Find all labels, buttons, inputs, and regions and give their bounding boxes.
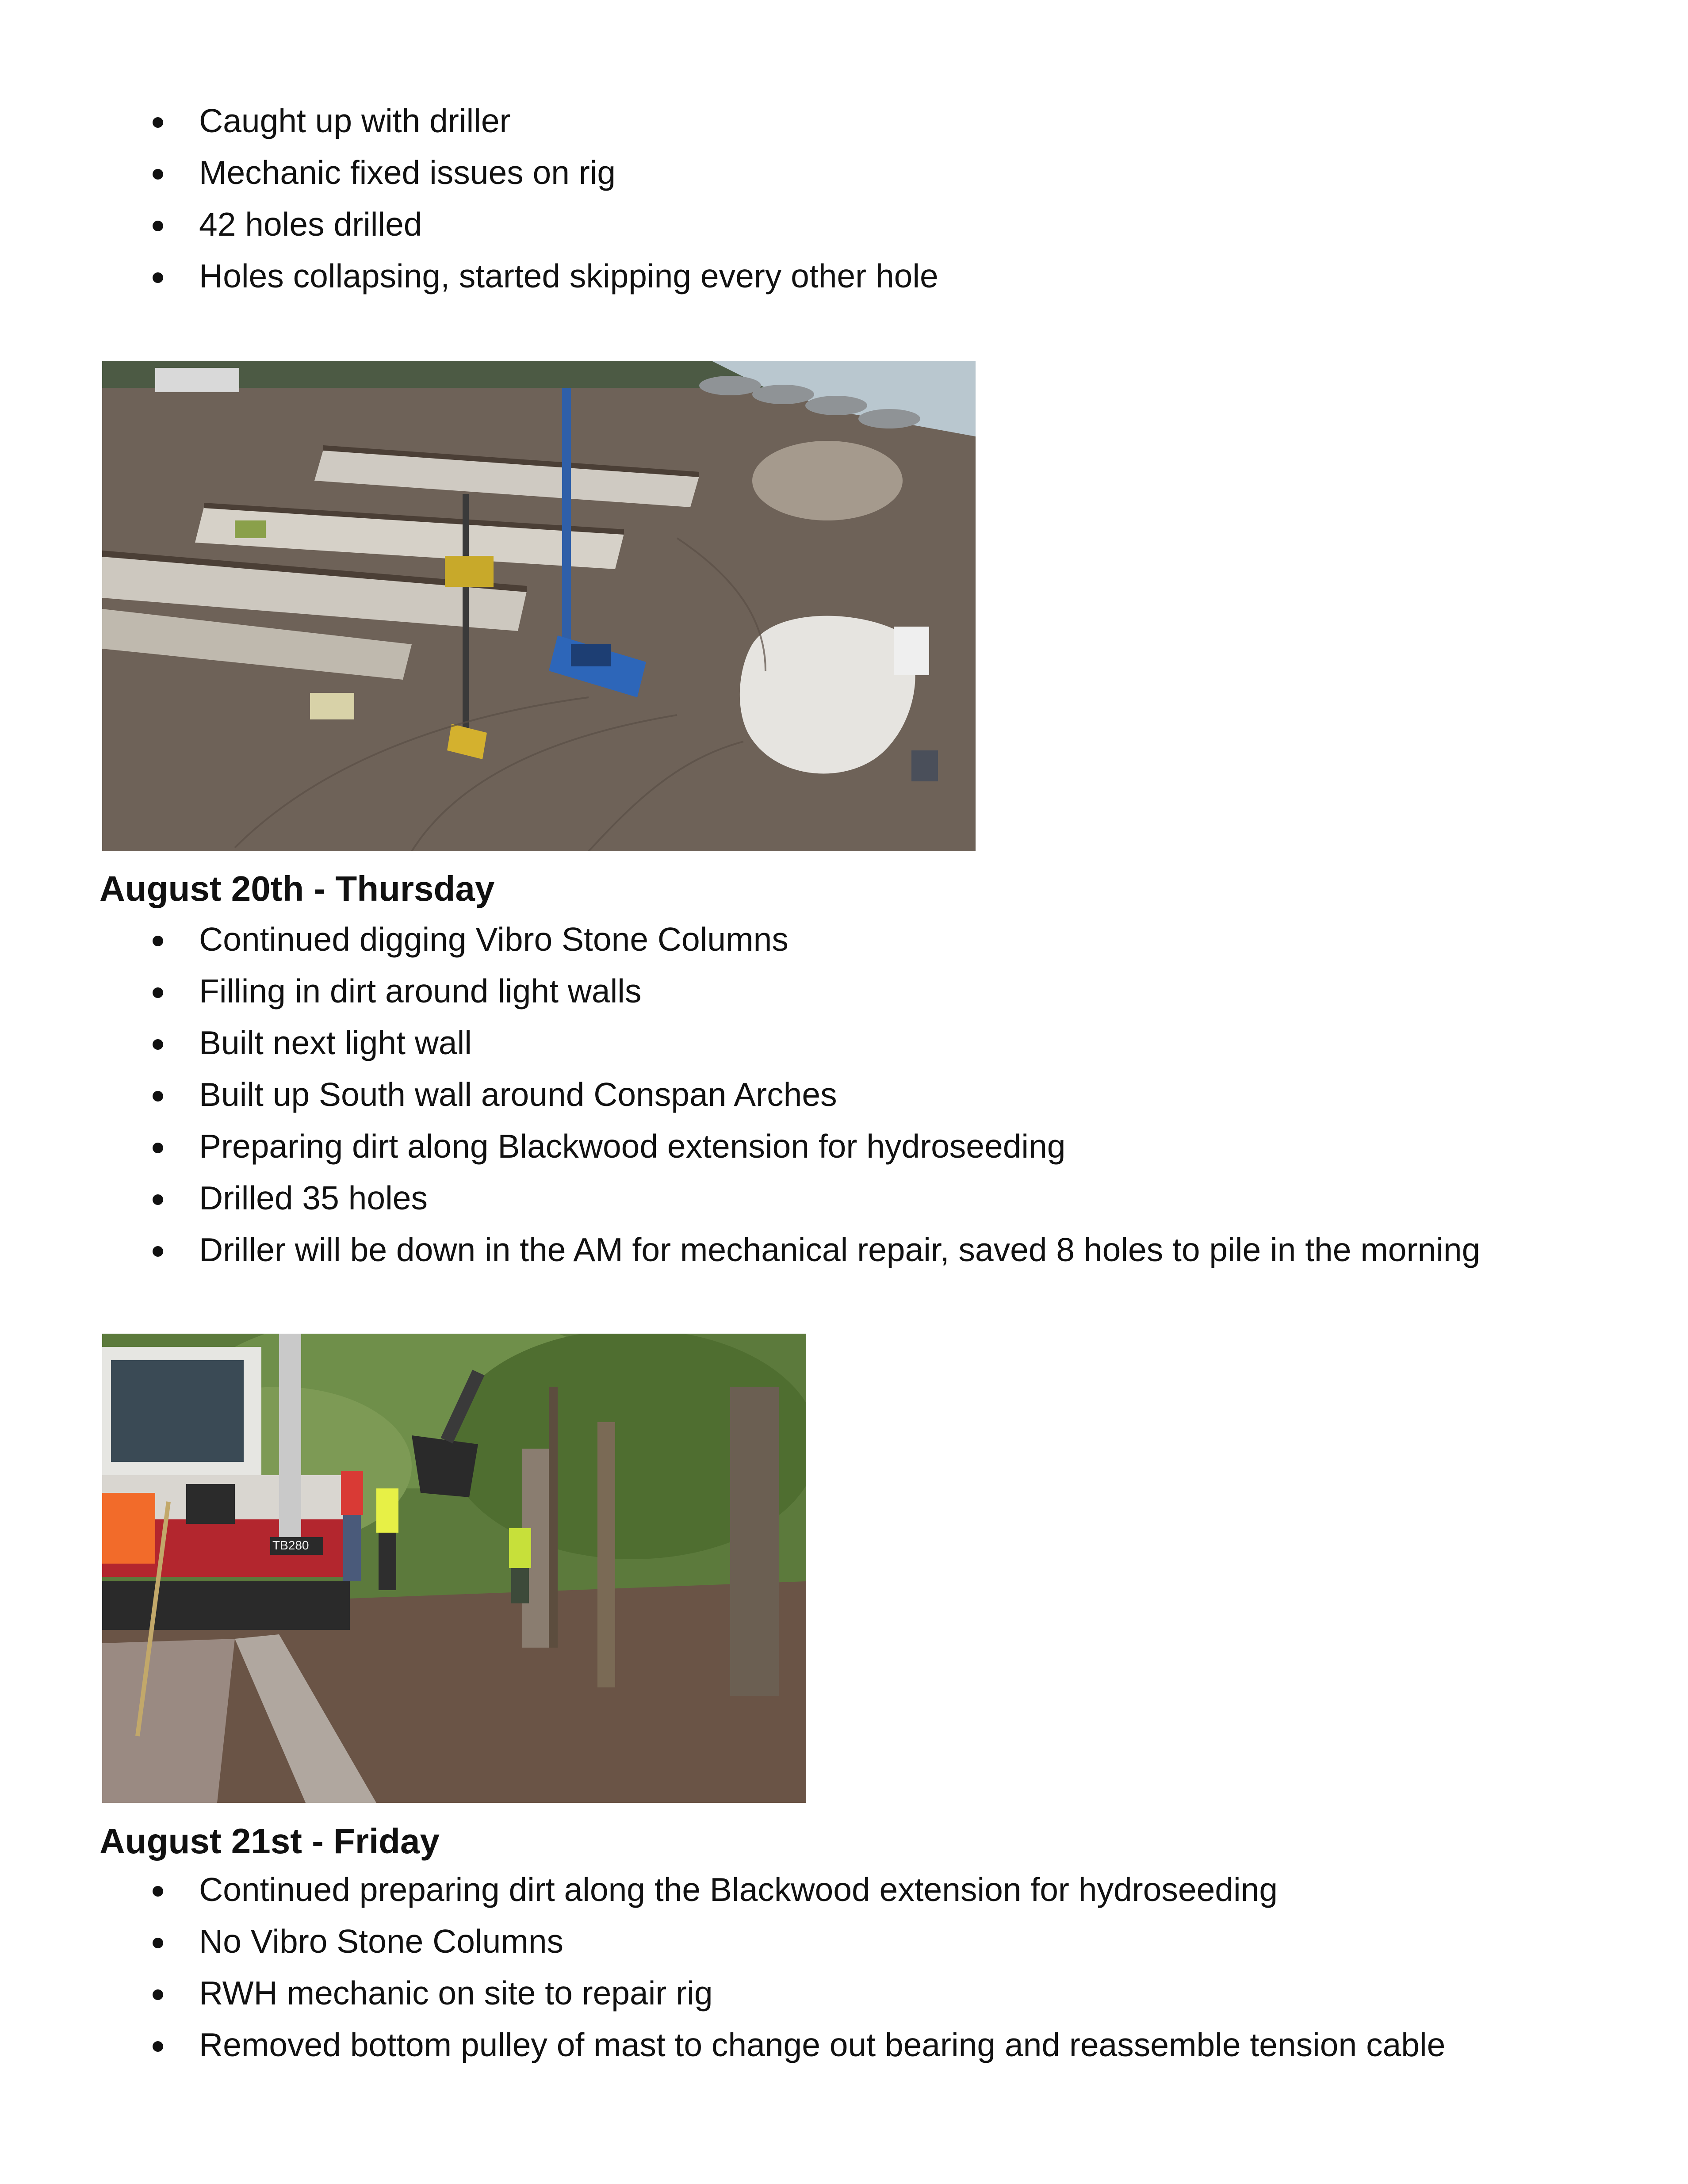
list-item: Built next light wall xyxy=(146,1017,1480,1069)
list-item: Mechanic fixed issues on rig xyxy=(146,147,938,199)
list-item: No Vibro Stone Columns xyxy=(146,1916,1445,1967)
excavator-label: TB280 xyxy=(272,1538,309,1552)
list-item: Driller will be down in the AM for mechanical repair, saved 8 holes to pile in the morning xyxy=(146,1224,1480,1276)
list-item: Holes collapsing, started skipping every other hole xyxy=(146,250,938,302)
list-item: Preparing dirt along Blackwood extension for hydroseeding xyxy=(146,1121,1480,1172)
section3-heading: August 21st - Friday xyxy=(100,1821,440,1861)
list-item: RWH mechanic on site to repair rig xyxy=(146,1967,1445,2019)
list-item: Built up South wall around Conspan Arches xyxy=(146,1069,1480,1121)
aerial-site-photo xyxy=(102,361,976,851)
list-item: Filling in dirt around light walls xyxy=(146,965,1480,1017)
list-item: Continued preparing dirt along the Blackwood extension for hydroseeding xyxy=(146,1864,1445,1916)
section2-heading: August 20th - Thursday xyxy=(100,869,495,908)
list-item: Caught up with driller xyxy=(146,95,938,147)
list-item: Removed bottom pulley of mast to change out bearing and reassemble tension cable xyxy=(146,2019,1445,2071)
excavator-workers-photo xyxy=(102,1334,806,1803)
list-item: 42 holes drilled xyxy=(146,199,938,250)
section2-bullet-list xyxy=(146,914,1480,1276)
section3-bullet-list xyxy=(146,1864,1445,2071)
section1-bullet-list xyxy=(146,95,938,302)
list-item: Drilled 35 holes xyxy=(146,1172,1480,1224)
list-item: Continued digging Vibro Stone Columns xyxy=(146,914,1480,965)
